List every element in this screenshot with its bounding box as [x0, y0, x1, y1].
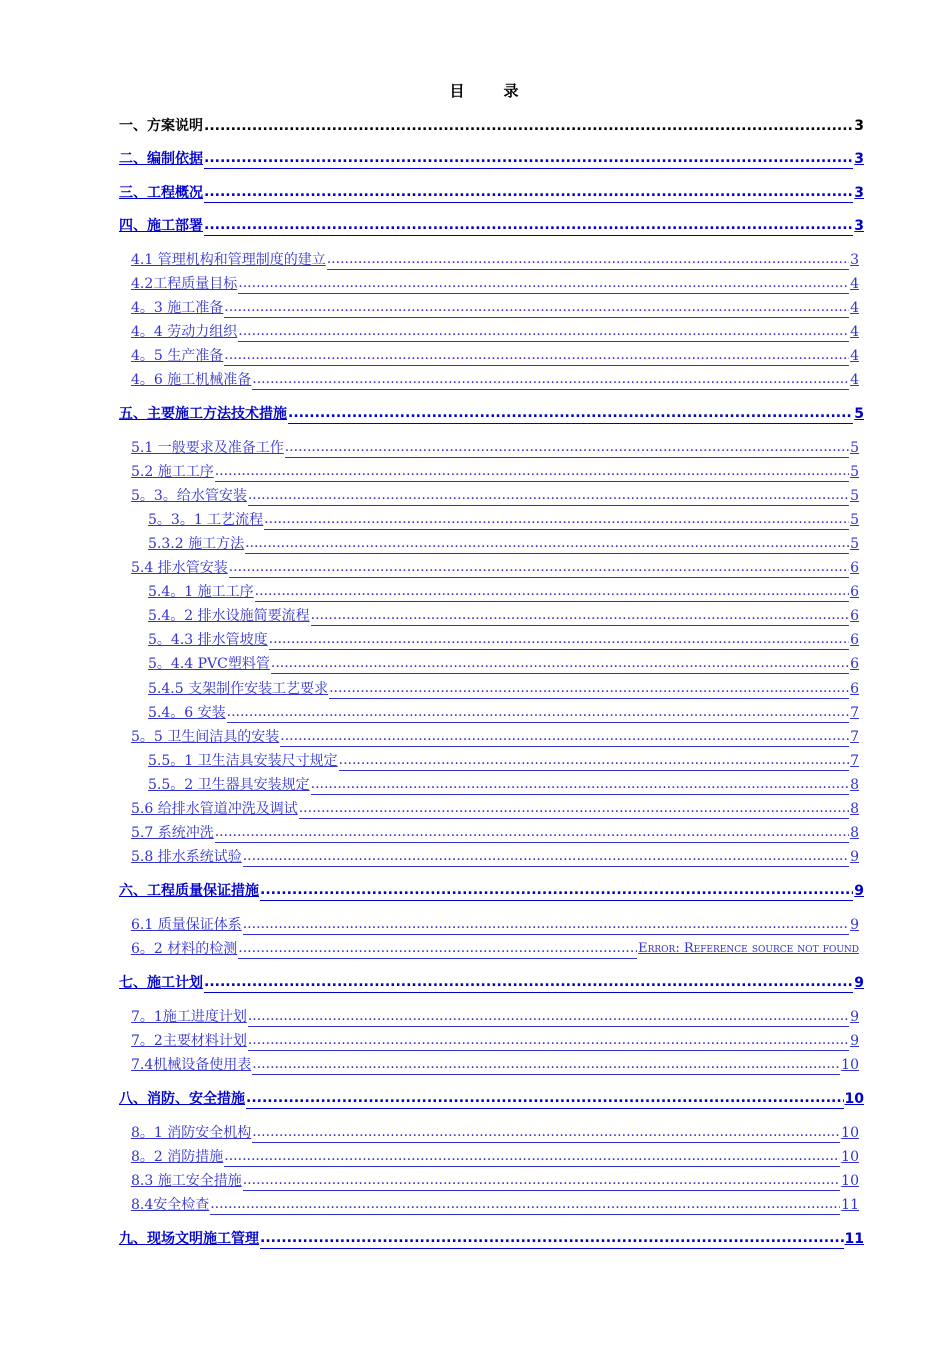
toc-entry-page: 6 [850, 584, 859, 600]
toc-entry-section[interactable] [131, 1147, 859, 1167]
toc-entry-title: 4。3 施工准备 [131, 300, 224, 316]
toc-entry-page: 7 [850, 705, 859, 721]
toc-entry-title: 8。1 消防安全机构 [131, 1125, 252, 1141]
toc-entry-section[interactable] [131, 1055, 859, 1075]
toc-entry-page: 9 [850, 849, 859, 865]
toc-entry-title: 4。6 施工机械准备 [131, 372, 252, 388]
toc-entry-title: 5.2 施工工序 [131, 464, 214, 480]
toc-leader-dots [329, 678, 849, 699]
toc-entry-title: 九、现场文明施工管理 [119, 1231, 259, 1247]
toc-entry-chapter-6[interactable] [119, 881, 864, 901]
toc-leader-dots [255, 581, 849, 602]
toc-entry-title: 五、主要施工方法技术措施 [119, 406, 287, 422]
toc-entry-title: 5。3。给水管安装 [131, 488, 247, 504]
toc-entry-page: 9 [854, 883, 864, 899]
toc-entry-section[interactable] [131, 462, 859, 482]
toc-entry-title: 5.3.2 施工方法 [148, 536, 245, 552]
toc-entry-title: 6.1 质量保证体系 [131, 917, 242, 933]
toc-leader-dots [248, 1006, 849, 1027]
toc-entry-subsection[interactable] [148, 582, 859, 602]
toc-entry-subsection[interactable] [148, 775, 859, 795]
toc-entry-page: 3 [854, 218, 864, 234]
toc-entry-page: 10 [841, 1057, 859, 1073]
toc-entry-title: 8.4安全检查 [131, 1197, 210, 1213]
toc-leader-dots [204, 215, 853, 236]
toc-entry-page: 6 [850, 656, 859, 672]
toc-leader-dots [243, 1170, 840, 1191]
toc-leader-dots [288, 403, 853, 424]
toc-leader-dots [264, 509, 849, 530]
toc-entry-title: 六、工程质量保证措施 [119, 883, 259, 899]
toc-entry-title: 4。4 劳动力组织 [131, 324, 238, 340]
toc-leader-dots [269, 629, 849, 650]
toc-leader-dots [204, 116, 853, 136]
toc-entry-subsection[interactable] [148, 703, 859, 723]
toc-leader-dots [224, 345, 849, 366]
toc-entry-page: 3 [854, 185, 864, 201]
toc-leader-dots [285, 437, 849, 458]
toc-leader-dots [299, 798, 849, 819]
toc-entry-title: 三、工程概况 [119, 185, 203, 201]
toc-entry-chapter-7[interactable] [119, 973, 864, 993]
toc-entry-section[interactable] [131, 799, 859, 819]
toc-entry-section[interactable] [131, 322, 859, 342]
toc-entry-page: 3 [854, 118, 864, 134]
toc-entry-page: 11 [844, 1231, 864, 1247]
toc-leader-dots [280, 726, 849, 747]
toc-entry-section[interactable] [131, 823, 859, 843]
toc-entry-page: 4 [850, 324, 859, 340]
toc-leader-dots [238, 273, 849, 294]
toc-leader-dots [248, 485, 849, 506]
toc-entry-chapter-3[interactable] [119, 183, 864, 203]
toc-leader-dots [248, 1030, 849, 1051]
toc-entry-subsection[interactable] [148, 606, 859, 626]
toc-entry-section[interactable] [131, 847, 859, 867]
toc-entry-section[interactable] [131, 274, 859, 294]
toc-entry-page: 10 [841, 1173, 859, 1189]
toc-entry-title: 二、编制依据 [119, 151, 203, 167]
toc-entry-page: 9 [850, 917, 859, 933]
toc-entry-title: 四、施工部署 [119, 218, 203, 234]
toc-entry-title: 4.1 管理机构和管理制度的建立 [131, 252, 326, 268]
toc-leader-dots [311, 774, 849, 795]
toc-leader-dots [227, 702, 849, 723]
toc-leader-dots [238, 321, 849, 342]
toc-entry-page: 5 [850, 488, 859, 504]
toc-entry-subsection[interactable] [148, 751, 859, 771]
toc-entry-chapter-8[interactable] [119, 1089, 864, 1109]
toc-entry-page: 6 [850, 632, 859, 648]
toc-entry-section[interactable] [131, 1031, 859, 1051]
toc-entry-chapter-1[interactable] [119, 116, 864, 136]
toc-leader-dots [271, 653, 849, 674]
toc-entry-title: 7。2主要材料计划 [131, 1033, 247, 1049]
toc-entry-title: 4.2工程质量目标 [131, 276, 238, 292]
toc-entry-section[interactable] [131, 370, 859, 390]
toc-entry-page: 5 [854, 406, 864, 422]
toc-entry-page: 5 [850, 536, 859, 552]
toc-entry-chapter-9[interactable] [119, 1229, 864, 1249]
toc-entry-title: 5.5。1 卫生洁具安装尺寸规定 [148, 753, 338, 769]
toc-leader-dots [204, 148, 853, 169]
toc-entry-title: 5.8 排水系统试验 [131, 849, 242, 865]
toc-entry-section[interactable] [131, 939, 859, 959]
toc-entry-page: 4 [850, 348, 859, 364]
toc-entry-page: 10 [844, 1091, 864, 1107]
toc-title: 目 录 [449, 82, 531, 100]
toc-entry-title: 5.4。1 施工工序 [148, 584, 254, 600]
toc-leader-dots [252, 1054, 840, 1075]
toc-entry-page: 7 [850, 729, 859, 745]
toc-entry-page: 6 [850, 681, 859, 697]
toc-entry-page: 6 [850, 560, 859, 576]
toc-entry-title: 5.6 给排水管道冲洗及调试 [131, 801, 298, 817]
toc-entry-section[interactable] [131, 298, 859, 318]
toc-leader-dots [260, 1228, 844, 1249]
toc-entry-page: 5 [850, 464, 859, 480]
toc-entry-chapter-4[interactable] [119, 216, 864, 236]
toc-entry-title: 5。4.4 PVC塑料管 [148, 656, 270, 672]
toc-entry-title: 8。2 消防措施 [131, 1149, 224, 1165]
toc-entry-title: 5.4。6 安装 [148, 705, 226, 721]
toc-entry-section[interactable] [131, 438, 859, 458]
toc-entry-page: 8 [850, 825, 859, 841]
toc-entry-page: 7 [850, 753, 859, 769]
toc-entry-chapter-2[interactable] [119, 149, 864, 169]
toc-entry-title: 七、施工计划 [119, 975, 203, 991]
toc-entry-title: 5。5 卫生间洁具的安装 [131, 729, 280, 745]
toc-entry-page: 9 [854, 975, 864, 991]
toc-entry-section[interactable] [131, 1171, 859, 1191]
toc-entry-title: 7.4机械设备使用表 [131, 1057, 252, 1073]
toc-leader-dots [339, 750, 849, 771]
toc-leader-dots [229, 557, 849, 578]
toc-entry-page: 3 [854, 151, 864, 167]
toc-entry-page: 4 [850, 300, 859, 316]
toc-entry-section[interactable] [131, 250, 859, 270]
toc-leader-dots [243, 846, 849, 867]
toc-entry-page: 4 [850, 276, 859, 292]
toc-entry-page: 11 [841, 1197, 859, 1213]
toc-entry-title: 6。2 材料的检测 [131, 941, 238, 957]
toc-leader-dots [260, 880, 853, 901]
toc-leader-dots [327, 249, 849, 270]
toc-entry-page: 8 [850, 777, 859, 793]
toc-leader-dots [215, 461, 849, 482]
toc-leader-dots [210, 1194, 840, 1215]
toc-entry-subsection[interactable] [148, 654, 859, 674]
toc-leader-dots [224, 297, 849, 318]
toc-entry-subsection[interactable] [148, 679, 859, 699]
toc-entry-title: 5.7 系统冲洗 [131, 825, 214, 841]
toc-entry-section[interactable] [131, 1007, 859, 1027]
toc-entry-section[interactable] [131, 727, 859, 747]
toc-leader-dots [252, 369, 849, 390]
toc-entry-subsection[interactable] [148, 630, 859, 650]
toc-entry-page: 10 [841, 1125, 859, 1141]
toc-entry-section[interactable] [131, 558, 859, 578]
toc-entry-title: 八、消防、安全措施 [119, 1091, 245, 1107]
toc-entry-page: 4 [850, 372, 859, 388]
toc-entry-page: 5 [850, 512, 859, 528]
toc-entry-title: 5.1 一般要求及准备工作 [131, 440, 284, 456]
toc-leader-dots [224, 1146, 840, 1167]
toc-entry-title: 5。4.3 排水管坡度 [148, 632, 268, 648]
toc-entry-subsection[interactable] [148, 510, 859, 530]
toc-leader-dots [311, 605, 849, 626]
toc-leader-dots [246, 1088, 844, 1109]
toc-entry-page: 9 [850, 1033, 859, 1049]
toc-entry-title: 4。5 生产准备 [131, 348, 224, 364]
toc-entry-title: 7。1施工进度计划 [131, 1009, 247, 1025]
toc-leader-dots [245, 533, 849, 554]
toc-entry-page: 6 [850, 608, 859, 624]
toc-entry-page: 9 [850, 1009, 859, 1025]
toc-entry-title: 5.5。2 卫生器具安装规定 [148, 777, 310, 793]
toc-entry-section[interactable] [131, 346, 859, 366]
toc-entry-page: 5 [850, 440, 859, 456]
toc-entry-section[interactable] [131, 915, 859, 935]
toc-entry-section[interactable] [131, 1195, 859, 1215]
toc-entry-section[interactable] [131, 1123, 859, 1143]
toc-leader-dots [215, 822, 849, 843]
toc-entry-page: 3 [850, 252, 859, 268]
toc-entry-subsection[interactable] [148, 534, 859, 554]
toc-entry-title: 5.4。2 排水设施简要流程 [148, 608, 310, 624]
toc-entry-title: 5。3。1 工艺流程 [148, 512, 264, 528]
toc-entry-page: 10 [841, 1149, 859, 1165]
toc-leader-dots [204, 182, 853, 203]
toc-leader-dots [204, 972, 853, 993]
toc-entry-title: 5.4 排水管安装 [131, 560, 228, 576]
toc-entry-title: 5.4.5 支架制作安装工艺要求 [148, 681, 329, 697]
toc-entry-page-error: Error: Reference source not found [638, 941, 859, 956]
toc-leader-dots [252, 1122, 840, 1143]
toc-leader-dots [238, 938, 637, 959]
toc-entry-chapter-5[interactable] [119, 404, 864, 424]
toc-leader-dots [243, 914, 849, 935]
toc-entry-title: 8.3 施工安全措施 [131, 1173, 242, 1189]
toc-entry-page: 8 [850, 801, 859, 817]
toc-entry-section[interactable] [131, 486, 859, 506]
toc-entry-title: 一、方案说明 [119, 118, 203, 134]
